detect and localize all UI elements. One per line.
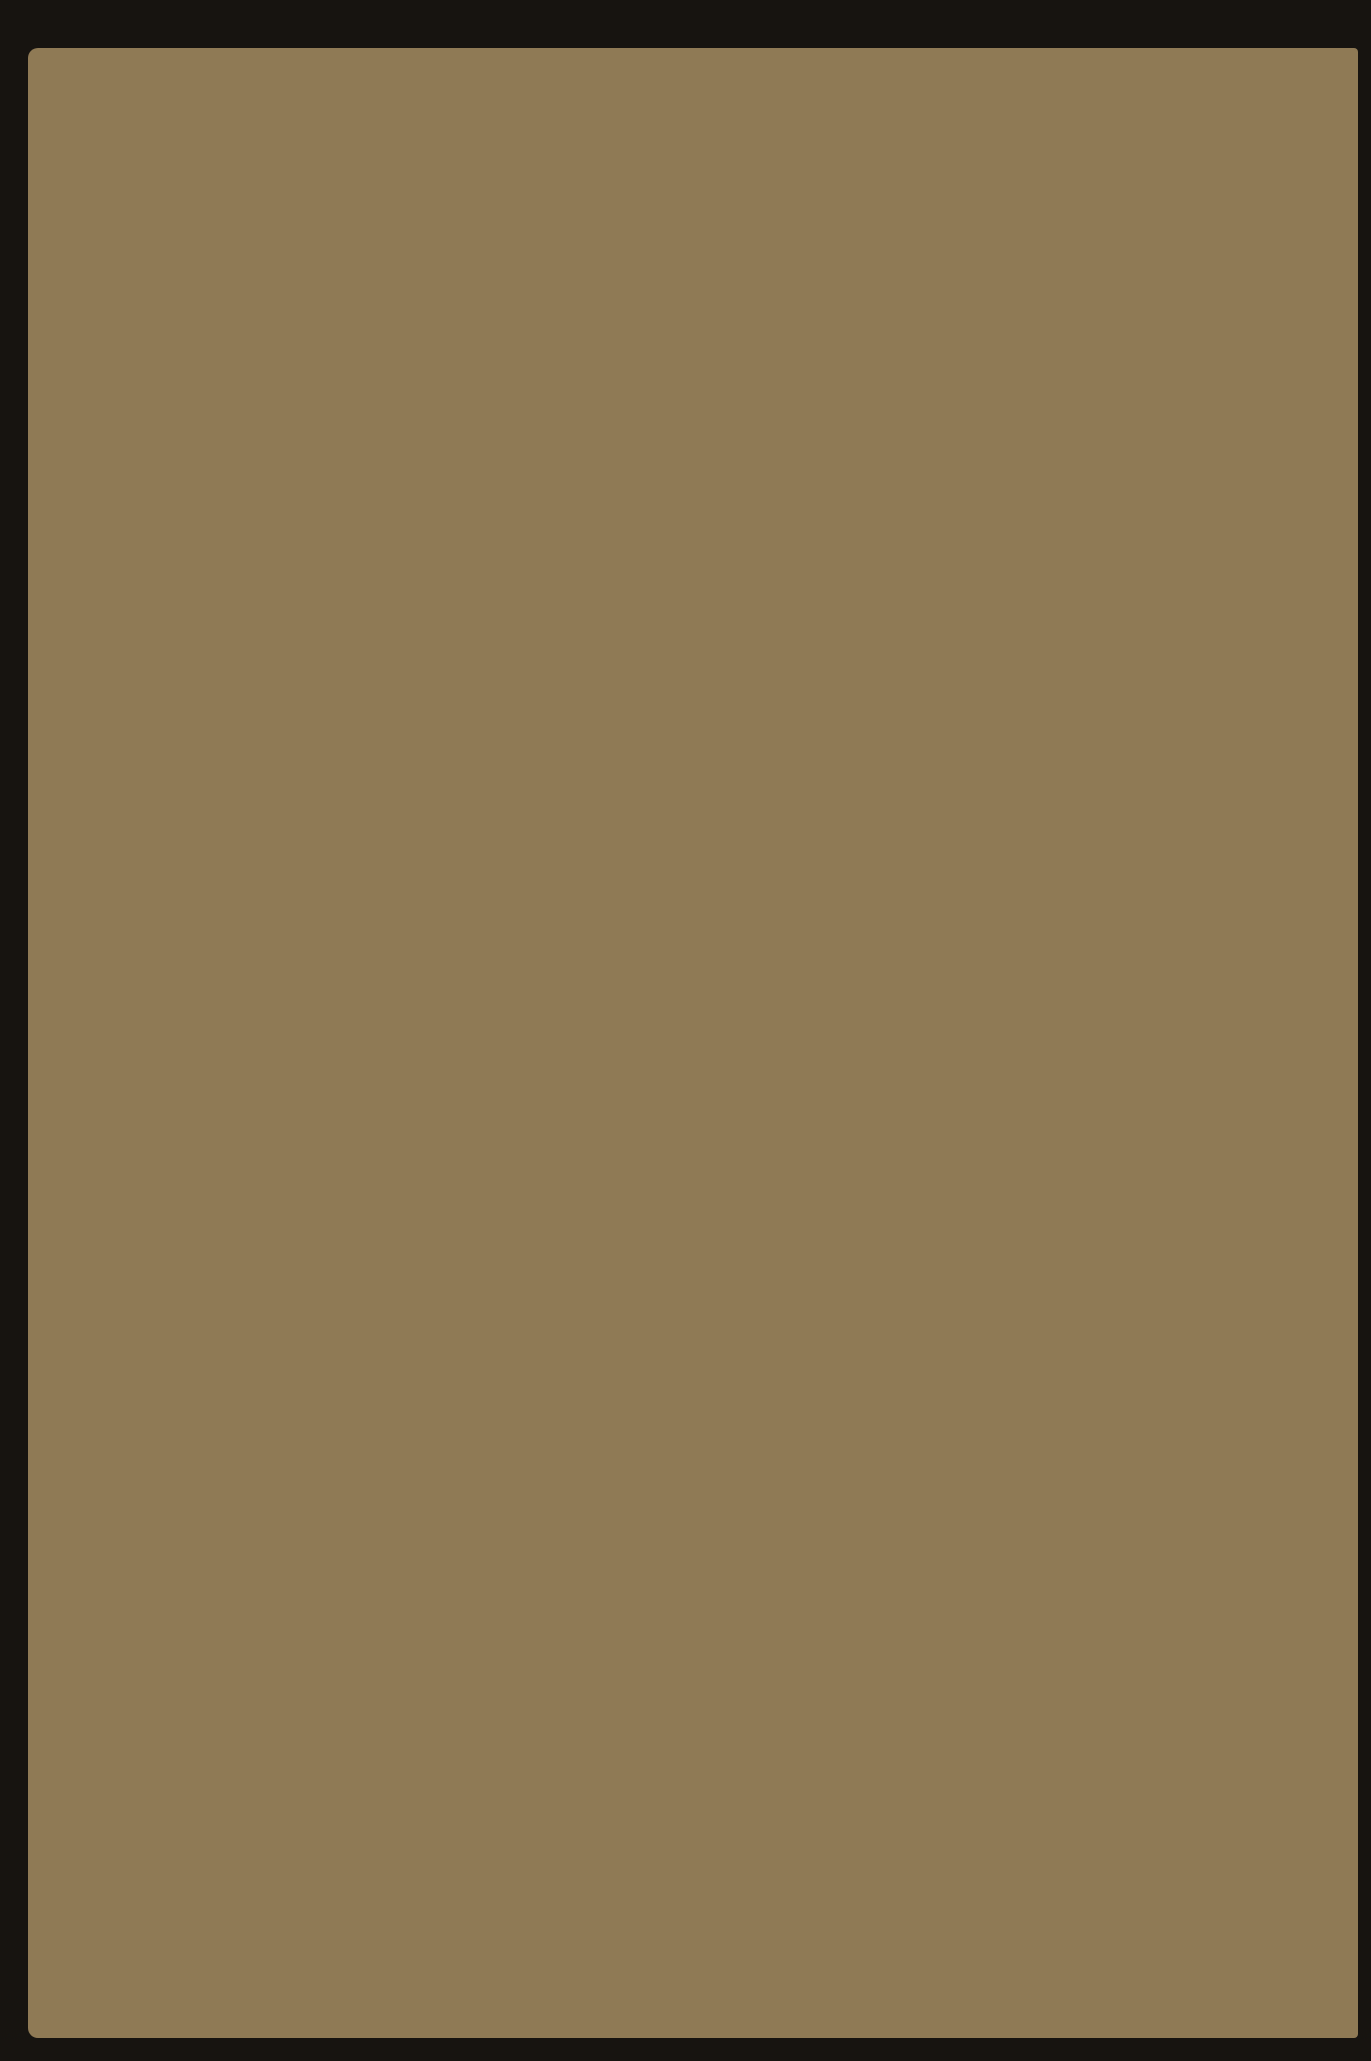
book-cover bbox=[28, 48, 1358, 2038]
book-spine-edge bbox=[28, 60, 68, 2020]
